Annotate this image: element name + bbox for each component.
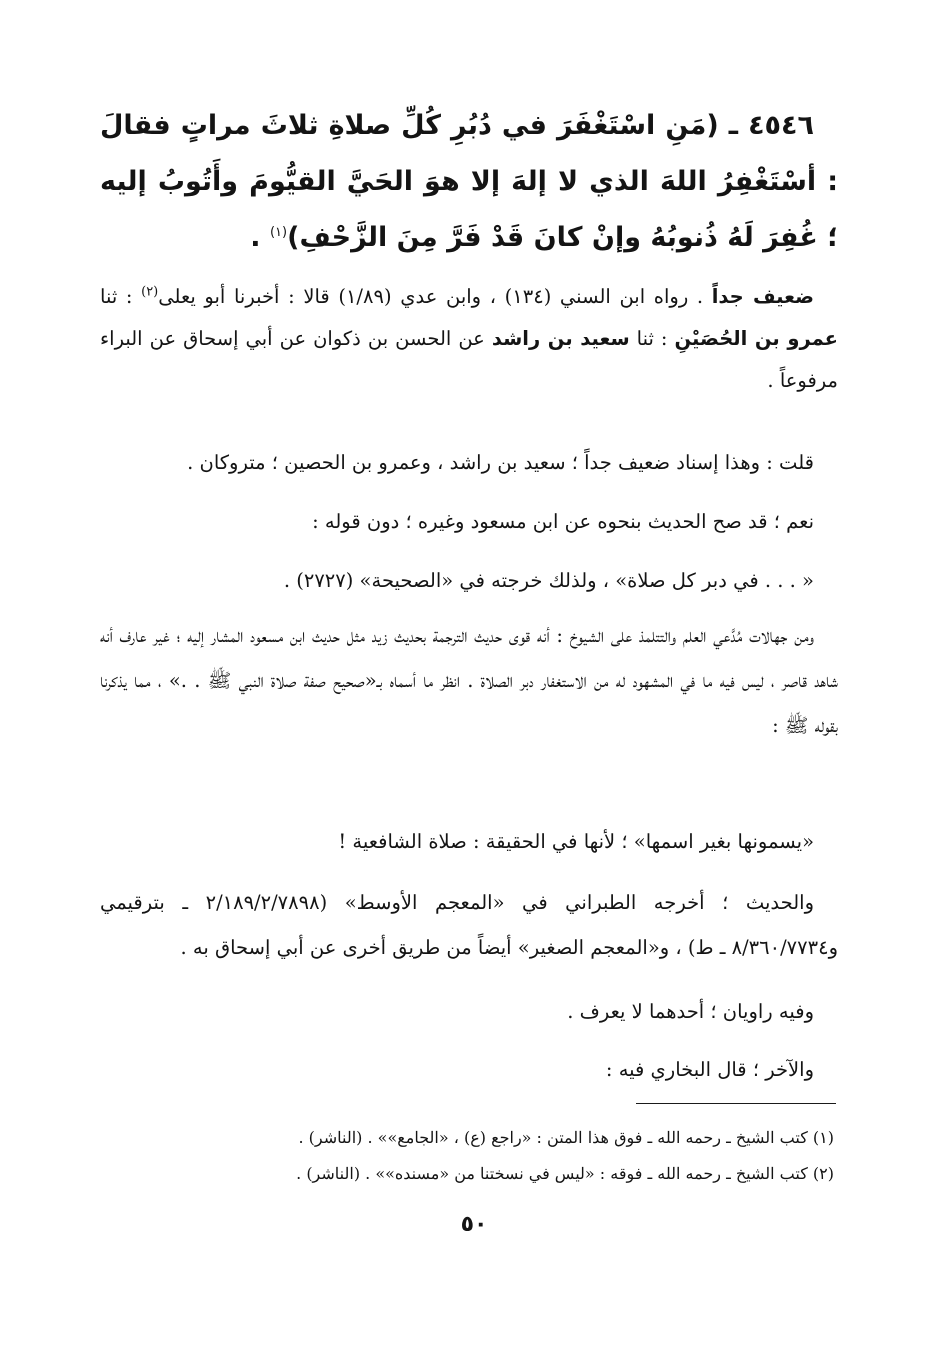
rawiyan-paragraph: [100, 992, 838, 1032]
hadith-end: .: [250, 222, 270, 253]
takhrij-text-3: : ثنا: [629, 327, 675, 350]
naam-paragraph: [100, 502, 838, 542]
quote-paragraph: [100, 561, 838, 601]
jahalat-text: ومن جهالات مُدَّعي العلم والتتلمذ على الشيوخ : أنه قوى حديث الترجمة بحديث زيد مثل حديث ابن مسعود المشار إليه ؛ غير عارف أنه شاهد قاصر ، ليس فيه ما في المشهود له من الاستغفار دبر الصلاة . انظر ما أسماه بـ«صحيح صفة صلاة النبي ﷺ . .» ، مما يذكرنا بقوله ﷺ :: [100, 624, 838, 737]
qult-paragraph: [100, 443, 838, 483]
footnote-ref-1: (١): [269, 225, 288, 240]
tabarani-text: والحديث ؛ أخرجه الطبراني في «المعجم الأوسط» (٢/١٨٩/٢/٧٨٩٨ ـ بترقيمي و٨/٣٦٠/٧٧٣٤ ـ ط) ، و«المعجم الصغير» أيضاً من طريق أخرى عن أبي إسحاق به .: [100, 891, 838, 959]
narrator-name: عمرو بن الحُصَيْنِ: [674, 327, 838, 350]
footnote-ref-2: (٢): [141, 284, 159, 300]
takhrij-paragraph: [100, 276, 838, 402]
quote-text: « . . . في دبر كل صلاة» ، ولذلك خرجته في «الصحيحة» (٢٧٢٧) .: [283, 569, 814, 592]
hadith-heading: [100, 98, 838, 266]
qult-text: قلت : وهذا إسناد ضعيف جداً ؛ سعيد بن راشد ، وعمرو بن الحصين ؛ متروكان .: [187, 451, 814, 474]
rawiyan-text: وفيه راويان ؛ أحدهما لا يعرف .: [567, 1000, 814, 1023]
jahalat-paragraph: [100, 613, 838, 748]
hadith-number: ٤٥٤٦: [748, 110, 814, 141]
akhar-text: والآخر ؛ قال البخاري فيه :: [605, 1058, 814, 1081]
naam-text: نعم ؛ قد صح الحديث بنحوه عن ابن مسعود وغيره ؛ دون قوله :: [312, 510, 814, 533]
takhrij-text-2: : ثنا: [100, 285, 142, 308]
yusammunaha-text: «يسمونها بغير اسمها» ؛ لأنها في الحقيقة : صلاة الشافعية !: [338, 830, 814, 853]
narrator-name-2: سعيد بن راشد: [491, 327, 630, 350]
akhar-paragraph: [100, 1050, 838, 1090]
footnote-2: (٢) كتب الشيخ ـ رحمه الله ـ فوقه : «ليس في نسختنا من «مسنده»» . (الناشر) .: [296, 1164, 834, 1183]
hadith-grade: ضعيف جداً: [711, 285, 814, 308]
footnote-1: (١) كتب الشيخ ـ رحمه الله ـ فوق هذا المتن : «راجع (ع) ، «الجامع»» . (الناشر) .: [298, 1128, 834, 1147]
footnote-divider: [636, 1103, 836, 1104]
takhrij-text-4: عن الحسن بن ذكوان عن أبي إسحاق عن البراء مرفوعاً .: [100, 327, 838, 392]
tabarani-paragraph: [100, 880, 838, 970]
footnotes: [120, 1120, 834, 1192]
takhrij-text-1: . رواه ابن السني (١٣٤) ، وابن عدي (١/٨٩) قالا : أخبرنا أبو يعلى: [158, 285, 712, 308]
hadith-text: ـ (مَنِ اسْتَغْفَرَ في دُبُرِ كُلِّ صلاةِ ثلاثَ مراتٍ فقالَ : أسْتَغْفِرُ اللهَ الذي لا إلهَ إلا هوَ الحَيَّ القيُّومَ وأَتُوبُ إليه ؛ غُفِرَ لَهُ ذُنوبُهُ وإنْ كانَ قَدْ فَرَّ مِنَ الزَّحْفِ): [100, 110, 838, 253]
page-number: ٥٠: [460, 1212, 488, 1237]
yusammunaha-paragraph: [100, 822, 838, 862]
